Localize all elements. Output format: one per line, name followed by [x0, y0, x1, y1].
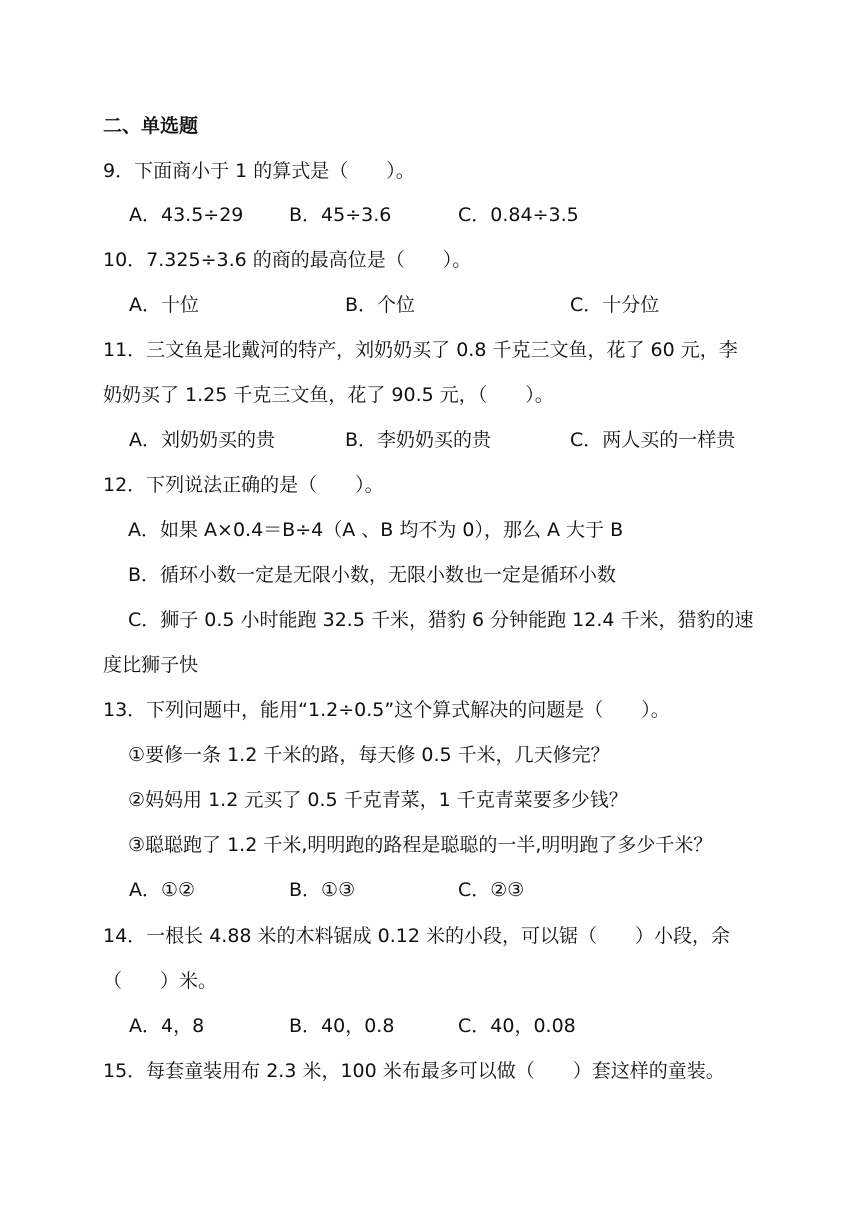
- question-10-options: [0, 293, 860, 317]
- option-b[interactable]: B．①③: [289, 879, 356, 901]
- question-10-stem: 10．7.325÷3.6 的商的最高位是（ ）。: [103, 249, 472, 271]
- question-12-option-b[interactable]: B．循环小数一定是无限小数，无限小数也一定是循环小数: [128, 564, 617, 586]
- option-a[interactable]: A．刘奶奶买的贵: [129, 429, 275, 451]
- question-13-item-2: ②妈妈用 1.2 元买了 0.5 千克青菜，1 千克青菜要多少钱？: [128, 789, 628, 811]
- option-c[interactable]: C．0.84÷3.5: [458, 204, 579, 226]
- option-a[interactable]: A．十位: [129, 294, 199, 316]
- option-c[interactable]: C．②③: [458, 879, 525, 901]
- option-b[interactable]: B．李奶奶买的贵: [345, 429, 492, 451]
- question-12-stem: 12．下列说法正确的是（ ）。: [103, 474, 384, 496]
- question-13-options: [0, 878, 860, 902]
- option-c[interactable]: C．40，0.08: [458, 1015, 576, 1037]
- question-14-stem-line1: 14．一根长 4.88 米的木料锯成 0.12 米的小段，可以锯（ ）小段，余: [103, 925, 730, 947]
- question-13-item-3: ③聪聪跑了 1.2 千米,明明跑的路程是聪聪的一半,明明跑了多少千米？: [128, 834, 713, 856]
- option-c[interactable]: C．两人买的一样贵: [570, 429, 736, 451]
- question-11-stem-line2: 奶奶买了 1.25 千克三文鱼，花了 90.5 元，（ ）。: [103, 384, 554, 406]
- option-b[interactable]: B．45÷3.6: [289, 204, 392, 226]
- question-12-option-c-line1[interactable]: C．狮子 0.5 小时能跑 32.5 千米，猎豹 6 分钟能跑 12.4 千米，猎豹的速: [128, 609, 754, 631]
- option-a[interactable]: A．43.5÷29: [129, 204, 244, 226]
- section-title: 二、单选题: [103, 115, 199, 137]
- question-14-options: [0, 1014, 860, 1038]
- question-11-stem-line1: 11．三文鱼是北戴河的特产，刘奶奶买了 0.8 千克三文鱼，花了 60 元，李: [103, 339, 738, 361]
- question-14-stem-line2: （ ）米。: [103, 970, 218, 992]
- question-13-stem: 13．下列问题中，能用“1.2÷0.5”这个算式解决的问题是（ ）。: [103, 699, 670, 721]
- option-b[interactable]: B．40，0.8: [289, 1015, 395, 1037]
- question-15-stem: 15．每套童装用布 2.3 米，100 米布最多可以做（ ）套这样的童装。: [103, 1060, 725, 1082]
- question-12-option-a[interactable]: A．如果 A×0.4＝B÷4（A 、B 均不为 0），那么 A 大于 B: [128, 519, 624, 541]
- question-12-option-c-line2[interactable]: 度比狮子快: [103, 654, 199, 676]
- question-9-options: [0, 203, 860, 227]
- question-13-item-1: ①要修一条 1.2 千米的路，每天修 0.5 千米，几天修完？: [128, 744, 610, 766]
- option-b[interactable]: B．个位: [345, 294, 416, 316]
- option-a[interactable]: A．①②: [129, 879, 196, 901]
- question-11-options: [0, 428, 860, 452]
- option-a[interactable]: A．4，8: [129, 1015, 205, 1037]
- option-c[interactable]: C．十分位: [570, 294, 660, 316]
- question-9-stem: 9．下面商小于 1 的算式是（ ）。: [103, 160, 415, 182]
